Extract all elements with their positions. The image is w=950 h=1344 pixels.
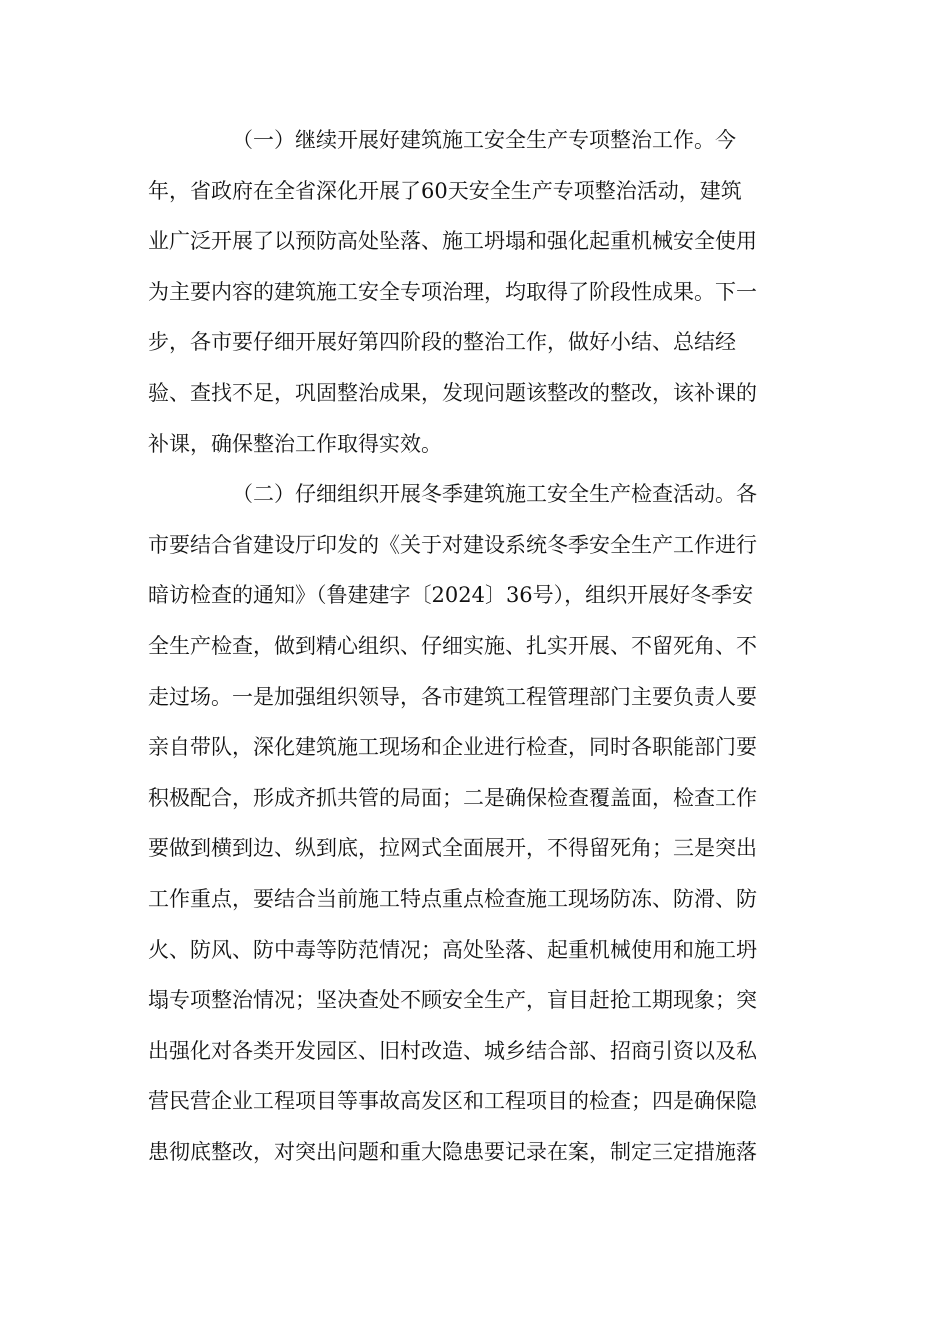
paragraph-line: 积极配合，形成齐抓共管的局面；二是确保检查覆盖面，检查工作 bbox=[148, 785, 757, 810]
document-body bbox=[148, 115, 808, 1177]
paragraph-2 bbox=[148, 469, 808, 1177]
paragraph-line: 验、查找不足，巩固整治成果，发现问题该整改的整改，该补课的 bbox=[148, 380, 757, 405]
paragraph-line: 市要结合省建设厅印发的《关于对建设系统冬季安全生产工作进行 bbox=[148, 532, 757, 557]
paragraph-line: 患彻底整改，对突出问题和重大隐患要记录在案，制定三定措施落 bbox=[148, 1139, 757, 1164]
paragraph-line: （二）仔细组织开展冬季建筑施工安全生产检查活动。各 bbox=[232, 482, 757, 507]
paragraph-line: 步，各市要仔细开展好第四阶段的整治工作，做好小结、总结经 bbox=[148, 330, 736, 355]
paragraph-line: 走过场。一是加强组织领导，各市建筑工程管理部门主要负责人要 bbox=[148, 684, 757, 709]
paragraph-line: 为主要内容的建筑施工安全专项治理，均取得了阶段性成果。下一 bbox=[148, 279, 757, 304]
paragraph-line: 全生产检查，做到精心组织、仔细实施、扎实开展、不留死角、不 bbox=[148, 633, 757, 658]
paragraph-line: 塌专项整治情况；坚决查处不顾安全生产，盲目赶抢工期现象；突 bbox=[148, 988, 757, 1013]
paragraph-line: （一）继续开展好建筑施工安全生产专项整治工作。今 bbox=[232, 128, 736, 152]
paragraph-line: 补课，确保整治工作取得实效。 bbox=[148, 431, 442, 456]
paragraph-line: 亲自带队，深化建筑施工现场和企业进行检查，同时各职能部门要 bbox=[148, 735, 757, 760]
paragraph-line: 火、防风、防中毒等防范情况；高处坠落、起重机械使用和施工坍 bbox=[148, 937, 757, 962]
paragraph-line: 业广泛开展了以预防高处坠落、施工坍塌和强化起重机械安全使用 bbox=[148, 229, 757, 254]
paragraph-line: 年，省政府在全省深化开展了60天安全生产专项整治活动，建筑 bbox=[148, 178, 742, 203]
paragraph-line: 工作重点，要结合当前施工特点重点检查施工现场防冻、防滑、防 bbox=[148, 886, 757, 911]
paragraph-line: 营民营企业工程项目等事故高发区和工程项目的检查；四是确保隐 bbox=[148, 1089, 757, 1114]
paragraph-line: 暗访检查的通知》（鲁建建字〔2024〕36号），组织开展好冬季安 bbox=[148, 583, 754, 608]
paragraph-line: 出强化对各类开发园区、旧村改造、城乡结合部、招商引资以及私 bbox=[148, 1038, 757, 1063]
paragraph-line: 要做到横到边、纵到底，拉网式全面展开，不得留死角；三是突出 bbox=[148, 836, 757, 861]
paragraph-1 bbox=[148, 115, 808, 469]
